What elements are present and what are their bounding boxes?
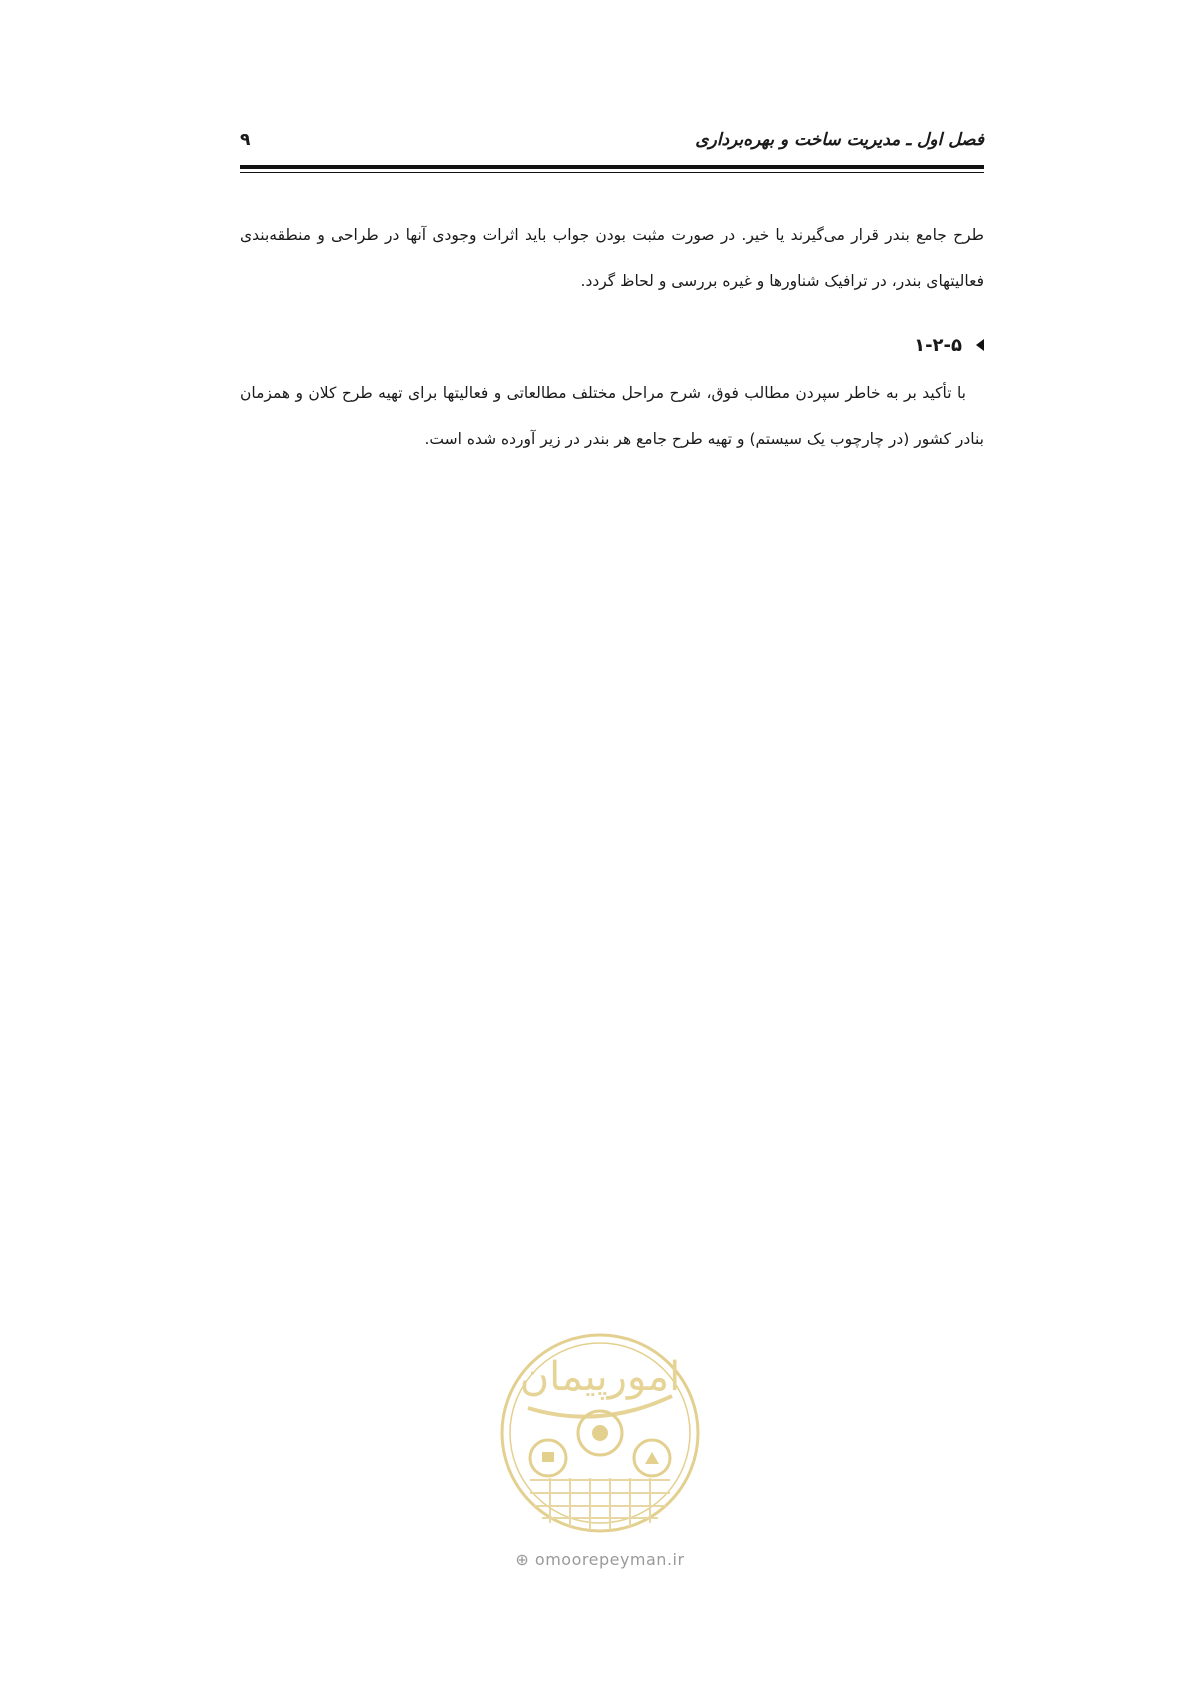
page-header [240, 124, 984, 156]
gear-icon [530, 1411, 670, 1476]
page-number: ۹ [240, 130, 251, 150]
bullet-arrow-icon [976, 339, 984, 351]
watermark-logo-text: امورپیمان [519, 1354, 681, 1400]
watermark-url [490, 1550, 710, 1569]
watermark-url-text: omoorepeyman.ir [534, 1550, 685, 1569]
running-title: فصل اول ـ مدیریت ساخت و بهره‌برداری [695, 130, 984, 150]
header-rule-thin [240, 172, 984, 173]
body-paragraph-2: با تأکید بر به خاطر سپردن مطالب فوق، شرح مراحل مختلف مطالعاتی و فعالیتها برای تهیه طرح کلان و همزمان بنادر کشور (در چارچوب یک سیستم) و تهیه طرح جامع هر بندر در زیر آورده شده است. [240, 384, 984, 448]
watermark-logo [490, 1318, 710, 1548]
header-rule-thick [240, 165, 984, 169]
globe-icon: ⊕ [515, 1550, 530, 1569]
body-paragraph-1: طرح جامع بندر قرار می‌گیرند یا خیر. در صورت مثبت بودن جواب باید اثرات وجودی آنها در طراحی و منطقه‌بندی فعالیتهای بندر، در ترافیک شناورها و غیره بررسی و لحاظ گردد. [240, 226, 984, 290]
section-number: ۱-۲-۵ [914, 334, 962, 356]
section-heading [914, 330, 984, 360]
